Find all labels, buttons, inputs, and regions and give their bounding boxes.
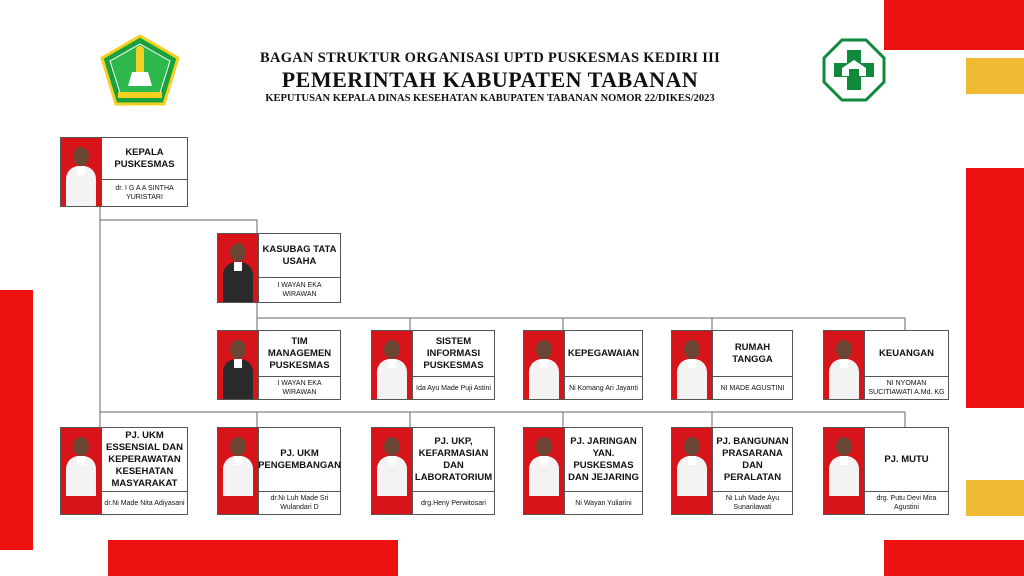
node-title: SISTEM INFORMASI PUSKESMAS: [412, 331, 494, 377]
person-photo: [524, 428, 564, 514]
org-node-pj-jaringan: [523, 427, 643, 515]
node-title: KASUBAG TATA USAHA: [258, 234, 340, 278]
node-name: dr. I G A A SINTHA YURISTARI: [101, 180, 187, 206]
org-node-kasubag-tata-usaha: [217, 233, 341, 303]
org-node-rumah-tangga: [671, 330, 793, 400]
person-photo: [218, 331, 258, 399]
person-photo: [824, 428, 864, 514]
org-node-pj-ukm-pengembangan: [217, 427, 341, 515]
org-node-pj-bangunan: [671, 427, 793, 515]
node-name: drg.Heny Perwitosari: [412, 492, 494, 514]
node-title: PJ. BANGUNAN PRASARANA DAN PERALATAN: [712, 428, 792, 492]
org-node-pj-ukm-essensial: [60, 427, 188, 515]
node-title: PJ. MUTU: [864, 428, 948, 492]
node-name: NI NYOMAN SUCITIAWATI A.Md. KG: [864, 377, 948, 399]
person-photo: [672, 428, 712, 514]
node-name: NI MADE AGUSTINI: [712, 377, 792, 399]
node-name: Ida Ayu Made Puji Astini: [412, 377, 494, 399]
person-photo: [372, 428, 412, 514]
header-line-1: BAGAN STRUKTUR ORGANISASI UPTD PUSKESMAS KEDIRI III: [259, 50, 721, 66]
node-name: Ni Luh Made Ayu Sunarilawati: [712, 492, 792, 514]
node-title: PJ. UKM PENGEMBANGAN: [258, 428, 340, 492]
person-photo: [372, 331, 412, 399]
node-name: I WAYAN EKA WIRAWAN: [258, 377, 340, 399]
node-name: Ni Komang Ari Jayanti: [564, 377, 642, 399]
node-name: I WAYAN EKA WIRAWAN: [258, 278, 340, 302]
node-name: Ni Wayan Yuliarini: [564, 492, 642, 514]
person-photo: [218, 428, 258, 514]
node-title: TIM MANAGEMEN PUSKESMAS: [258, 331, 340, 377]
person-photo: [61, 428, 101, 514]
node-name: dr.Ni Made Nita Adiyasani: [101, 492, 187, 514]
node-name: dr.Ni Luh Made Sri Wulandari D: [258, 492, 340, 514]
header-line-3: KEPUTUSAN KEPALA DINAS KESEHATAN KABUPATEN TABANAN NOMOR 22/DIKES/2023: [265, 93, 715, 104]
person-photo: [672, 331, 712, 399]
org-node-kepala-puskesmas: [60, 137, 188, 207]
org-node-sistem-informasi: [371, 330, 495, 400]
org-node-kepegawaian: [523, 330, 643, 400]
node-title: RUMAH TANGGA: [712, 331, 792, 377]
header-line-2: PEMERINTAH KABUPATEN TABANAN: [281, 67, 699, 92]
node-name: drg. Putu Devi Mira Agustini: [864, 492, 948, 514]
org-node-tim-managemen: [217, 330, 341, 400]
person-photo: [61, 138, 101, 206]
node-title: KEUANGAN: [864, 331, 948, 377]
node-title: PJ. JARINGAN YAN. PUSKESMAS DAN JEJARING: [564, 428, 642, 492]
node-title: KEPALA PUSKESMAS: [101, 138, 187, 180]
org-node-pj-mutu: [823, 427, 949, 515]
org-node-keuangan: [823, 330, 949, 400]
person-photo: [218, 234, 258, 302]
org-node-pj-ukp: [371, 427, 495, 515]
person-photo: [824, 331, 864, 399]
node-title: PJ. UKM ESSENSIAL DAN KEPERAWATAN KESEHATAN MASYARAKAT: [101, 428, 187, 492]
node-title: PJ. UKP, KEFARMASIAN DAN LABORATORIUM: [412, 428, 494, 492]
node-title: KEPEGAWAIAN: [564, 331, 642, 377]
person-photo: [524, 331, 564, 399]
